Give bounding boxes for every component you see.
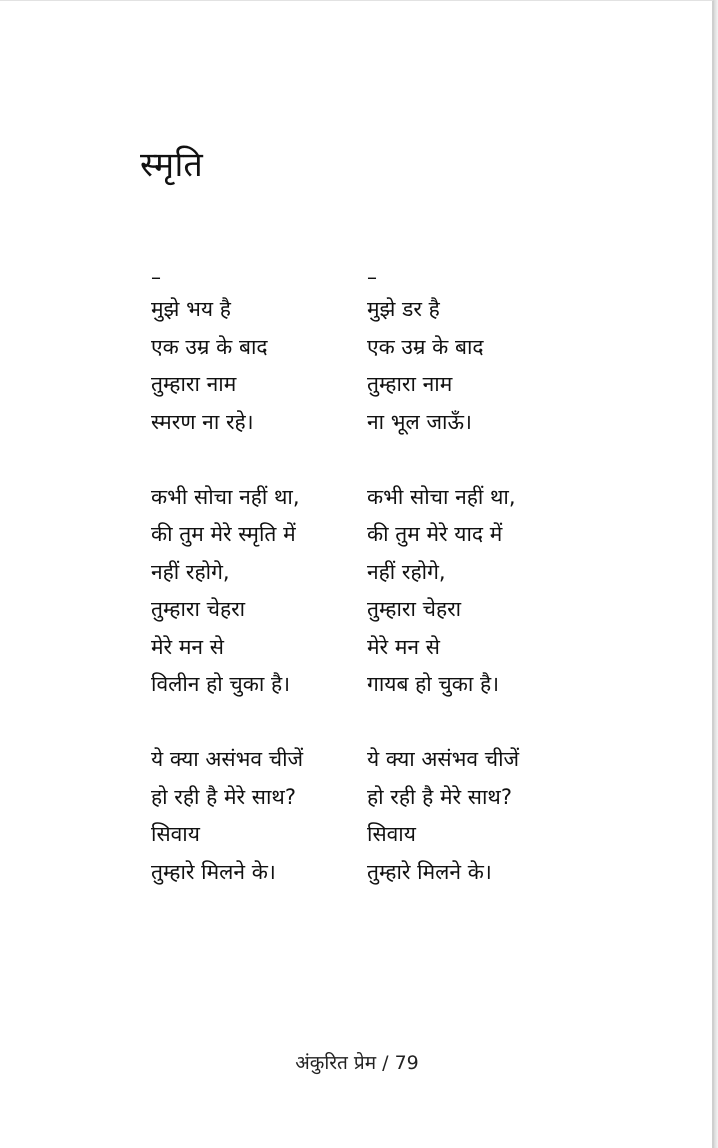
poem-line: सिवाय: [151, 822, 200, 846]
poem-line: तुम्हारा नाम: [367, 372, 453, 396]
poem-line: गायब हो चुका है।: [367, 672, 500, 696]
poem-line: नहीं रहोगे,: [367, 559, 446, 584]
poem-line: तुम्हारे मिलने के।: [151, 859, 276, 884]
poem-line: मेरे मन से: [367, 634, 440, 659]
poem-line: ये क्या असंभव चीजें: [367, 747, 520, 771]
poem-line: विलीन हो चुका है।: [151, 672, 291, 696]
column-dash: –: [367, 265, 377, 289]
page-edge-shadow: [714, 0, 718, 1148]
poem-title: स्मृति: [140, 145, 204, 185]
stanza-2: [367, 479, 577, 704]
poem-line: तुम्हारा नाम: [151, 372, 237, 396]
poem-line: ना भूल जाऊँ।: [367, 409, 472, 434]
poem-line: कभी सोचा नहीं था,: [151, 484, 300, 509]
poem-column-left: [151, 263, 361, 929]
poem-line: तुम्हारे मिलने के।: [367, 859, 492, 884]
poem-line: एक उम्र के बाद: [367, 334, 484, 359]
stanza-2: [151, 479, 361, 704]
poem-line: हो रही है मेरे साथ?: [151, 784, 296, 809]
poem-line: ये क्या असंभव चीजें: [151, 747, 304, 771]
poem-line: हो रही है मेरे साथ?: [367, 784, 512, 809]
poem-line: कभी सोचा नहीं था,: [367, 484, 516, 509]
poem-line: मेरे मन से: [151, 634, 224, 659]
page-footer: अंकुरित प्रेम / 79: [295, 1052, 419, 1074]
poem-line: तुम्हारा चेहरा: [367, 597, 462, 621]
poem-line: स्मरण ना रहे।: [151, 409, 254, 434]
poem-line: एक उम्र के बाद: [151, 334, 268, 359]
poem-line: की तुम मेरे याद में: [367, 522, 503, 546]
stanza-3: [151, 741, 361, 891]
stanza-1: [151, 291, 361, 441]
poem-column-right: [367, 263, 577, 929]
poem-line: सिवाय: [367, 822, 416, 846]
poem-line: की तुम मेरे स्मृति में: [151, 522, 296, 546]
stanza-1: [367, 291, 577, 441]
poem-line: मुझे डर है: [367, 297, 440, 321]
stanza-3: [367, 741, 577, 891]
column-dash: –: [151, 265, 161, 289]
poem-line: मुझे भय है: [151, 297, 231, 321]
poem-line: नहीं रहोगे,: [151, 559, 230, 584]
poem-line: तुम्हारा चेहरा: [151, 597, 246, 621]
